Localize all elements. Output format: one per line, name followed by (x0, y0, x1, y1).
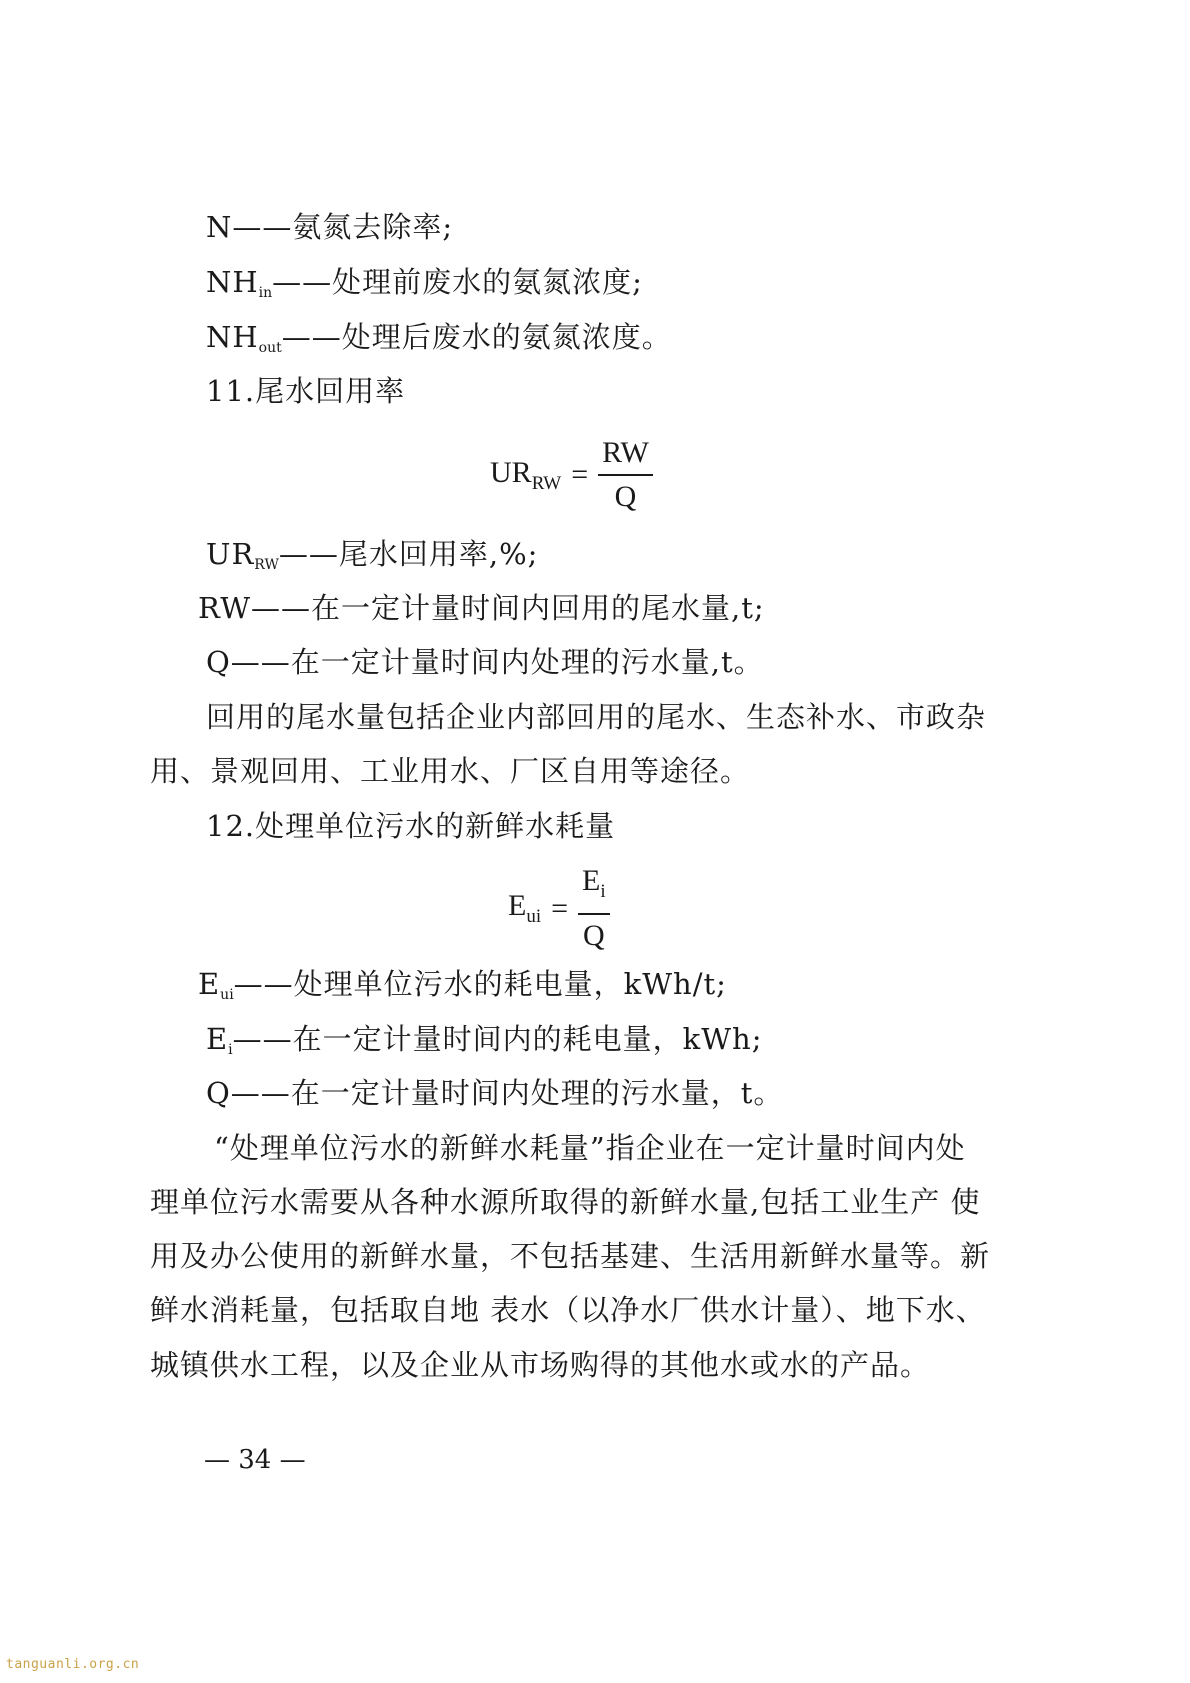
definition-q-2 (206, 1073, 783, 1113)
def-text: ——尾水回用率,%; (278, 537, 539, 571)
def-text: ——在一定计量时间内的耗电量，kWh; (232, 1022, 763, 1056)
formula-numerator-subscript: i (600, 881, 606, 902)
formula-fraction (598, 436, 653, 514)
formula-equals: = (571, 458, 589, 491)
definition-q (206, 642, 764, 682)
def-text: ——处理单位污水的耗电量，kWh/t; (233, 967, 727, 1001)
formula-fraction (578, 864, 610, 953)
def-label: N (206, 210, 233, 244)
formula-reuse-rate (490, 436, 653, 514)
definition-n (206, 207, 453, 247)
def-text: ——在一定计量时间内回用的尾水量,t; (251, 591, 765, 625)
page-number: — 34 — (204, 1445, 306, 1475)
def-label: NH (206, 320, 259, 354)
def-label: Q (206, 1076, 231, 1110)
def-subscript: RW (254, 557, 279, 573)
formula-numerator (578, 864, 610, 915)
definition-rw (198, 588, 765, 628)
def-label: E (206, 1022, 229, 1056)
def-label: NH (206, 265, 259, 299)
formula-lhs-symbol: E (508, 889, 527, 922)
def-subscript: in (258, 285, 273, 301)
def-subscript: i (228, 1042, 233, 1058)
def-label: UR (206, 537, 255, 571)
paragraph-line: 用、景观回用、工业用水、厂区自用等途径。 (150, 754, 751, 788)
def-subscript: ui (220, 987, 234, 1003)
paragraph-line: 用及办公使用的新鲜水量，不包括基建、生活用新鲜水量等。新 (150, 1239, 991, 1273)
def-text: ——处理前废水的氨氮浓度; (272, 265, 643, 299)
section-12-heading: 12.处理单位污水的新鲜水耗量 (206, 809, 616, 843)
def-text: ——氨氮去除率; (232, 210, 454, 244)
paragraph-line: 回用的尾水量包括企业内部回用的尾水、生态补水、市政杂 (206, 700, 987, 734)
paragraph-line: 鲜水消耗量，包括取自地 表水（以净水厂供水计量）、地下水、 (150, 1293, 986, 1327)
formula-numerator-symbol: E (582, 864, 601, 897)
formula-lhs (490, 456, 561, 495)
def-text: ——在一定计量时间内处理的污水量，t。 (230, 1076, 784, 1110)
def-text: ——在一定计量时间内处理的污水量,t。 (230, 645, 764, 679)
def-text: ——处理后废水的氨氮浓度。 (281, 320, 672, 354)
paragraph-line: “处理单位污水的新鲜水耗量”指企业在一定计量时间内处 (214, 1131, 966, 1165)
formula-equals: = (551, 891, 569, 925)
section-11-heading: 11.尾水回用率 (206, 374, 406, 408)
formula-lhs-symbol: UR (490, 455, 532, 489)
formula-fresh-water (508, 864, 610, 953)
paragraph-line: 城镇供水工程，以及企业从市场购得的其他水或水的产品。 (150, 1348, 931, 1382)
formula-lhs-subscript: RW (531, 472, 562, 494)
definition-e-i (206, 1019, 763, 1070)
watermark: tanguanli.org.cn (6, 1657, 140, 1672)
def-label: RW (198, 591, 252, 625)
definition-e-ui (198, 964, 727, 1015)
formula-lhs (508, 889, 541, 928)
def-subscript: out (258, 340, 282, 356)
formula-denominator: Q (583, 919, 605, 952)
paragraph-line: 理单位污水需要从各种水源所取得的新鲜水量,包括工业生产 使 (150, 1185, 981, 1219)
def-label: E (198, 967, 221, 1001)
formula-numerator: RW (598, 436, 653, 476)
formula-lhs-subscript: ui (526, 906, 542, 927)
definition-ur-rw (206, 534, 538, 585)
definition-nh-out (206, 317, 672, 368)
definition-nh-in (206, 262, 643, 313)
def-label: Q (206, 645, 231, 679)
formula-denominator: Q (614, 480, 637, 513)
